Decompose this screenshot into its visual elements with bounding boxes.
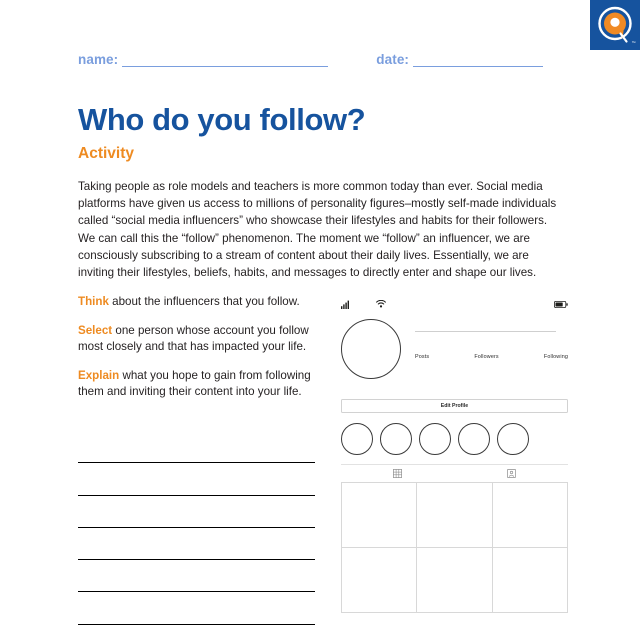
intro-paragraph: Taking people as role models and teachers is more common today than ever. Social media platforms have given us access to millions of personality figures–mostly self-made individuals called “social media influencers” who showcase their lifestyles and habits for their followers. We can call this the “follow” phenomenon. The moment we “follow” an influencer, we are consciously subscribing to a stream of content about their daily lives. Essentially, we are inviting their lifestyles, beliefs, habits, and messages to directly enter and shape our lives. (78, 180, 557, 280)
svg-text:™: ™ (631, 40, 636, 45)
story-highlight-circle[interactable] (419, 423, 451, 455)
step-text-select: one person whose account you follow most closely and that has impacted your life. (78, 323, 309, 353)
quest-q-logo-icon (590, 0, 640, 50)
photo-grid-cell[interactable] (417, 548, 492, 613)
photo-grid-cell[interactable] (493, 548, 568, 613)
photo-grid-cell[interactable] (493, 483, 568, 548)
page-subtitle: Activity (78, 145, 134, 162)
name-label: name: (78, 52, 119, 67)
tab-grid[interactable] (341, 469, 455, 478)
answer-line[interactable] (78, 463, 315, 495)
profile-photo-grid (341, 482, 568, 613)
photo-grid-cell[interactable] (342, 548, 417, 613)
stat-following[interactable] (544, 354, 568, 360)
step-keyword-think: Think (78, 295, 109, 308)
answer-line[interactable] (78, 528, 315, 560)
date-field-group[interactable] (376, 52, 543, 67)
profile-stats-row (415, 354, 568, 360)
name-field-group[interactable] (78, 52, 328, 67)
student-meta-row (78, 52, 562, 67)
step-keyword-select: Select (78, 323, 113, 337)
profile-tab-bar (341, 464, 568, 482)
step-text-think: about the influencers that you follow. (108, 295, 300, 308)
name-input-rule[interactable] (122, 54, 328, 67)
stat-followers-label: Followers (474, 354, 499, 360)
date-label: date: (376, 52, 410, 67)
answer-lines-area (78, 431, 315, 625)
answer-line[interactable] (78, 496, 315, 528)
answer-line[interactable] (78, 592, 315, 624)
instruction-step-explain (78, 368, 323, 401)
step-text-explain: what you hope to gain from following them and inviting their content into your life. (78, 368, 311, 398)
stat-followers[interactable] (474, 354, 498, 360)
tab-tagged[interactable] (455, 469, 569, 478)
username-input-rule[interactable] (415, 331, 556, 332)
stat-posts-label: Posts (415, 354, 430, 360)
answer-line[interactable] (78, 431, 315, 463)
instruction-step-select (78, 323, 323, 356)
story-highlight-circle[interactable] (458, 423, 490, 455)
instruction-list (78, 294, 323, 401)
date-input-rule[interactable] (413, 54, 543, 67)
phone-status-bar (341, 298, 568, 310)
wifi-icon (376, 300, 386, 308)
profile-header (341, 319, 568, 379)
instruction-step-think (78, 294, 323, 311)
grid-tab-icon (393, 469, 402, 478)
brand-logo (590, 0, 640, 50)
stat-following-label: Following (543, 354, 568, 360)
cellular-signal-icon (341, 300, 350, 309)
photo-grid-cell[interactable] (342, 483, 417, 548)
tagged-tab-icon (507, 469, 516, 478)
step-keyword-explain: Explain (78, 368, 120, 382)
edit-profile-button[interactable]: Edit Profile (341, 399, 568, 413)
story-highlight-circle[interactable] (341, 423, 373, 455)
page-title: Who do you follow? (78, 102, 366, 137)
answer-line[interactable] (78, 560, 315, 592)
story-highlights-row (341, 423, 568, 455)
phone-profile-mockup (341, 298, 568, 613)
avatar[interactable] (341, 319, 401, 379)
story-highlight-circle[interactable] (380, 423, 412, 455)
stat-posts[interactable] (415, 354, 429, 360)
photo-grid-cell[interactable] (417, 483, 492, 548)
battery-icon (554, 301, 568, 308)
story-highlight-circle[interactable] (497, 423, 529, 455)
